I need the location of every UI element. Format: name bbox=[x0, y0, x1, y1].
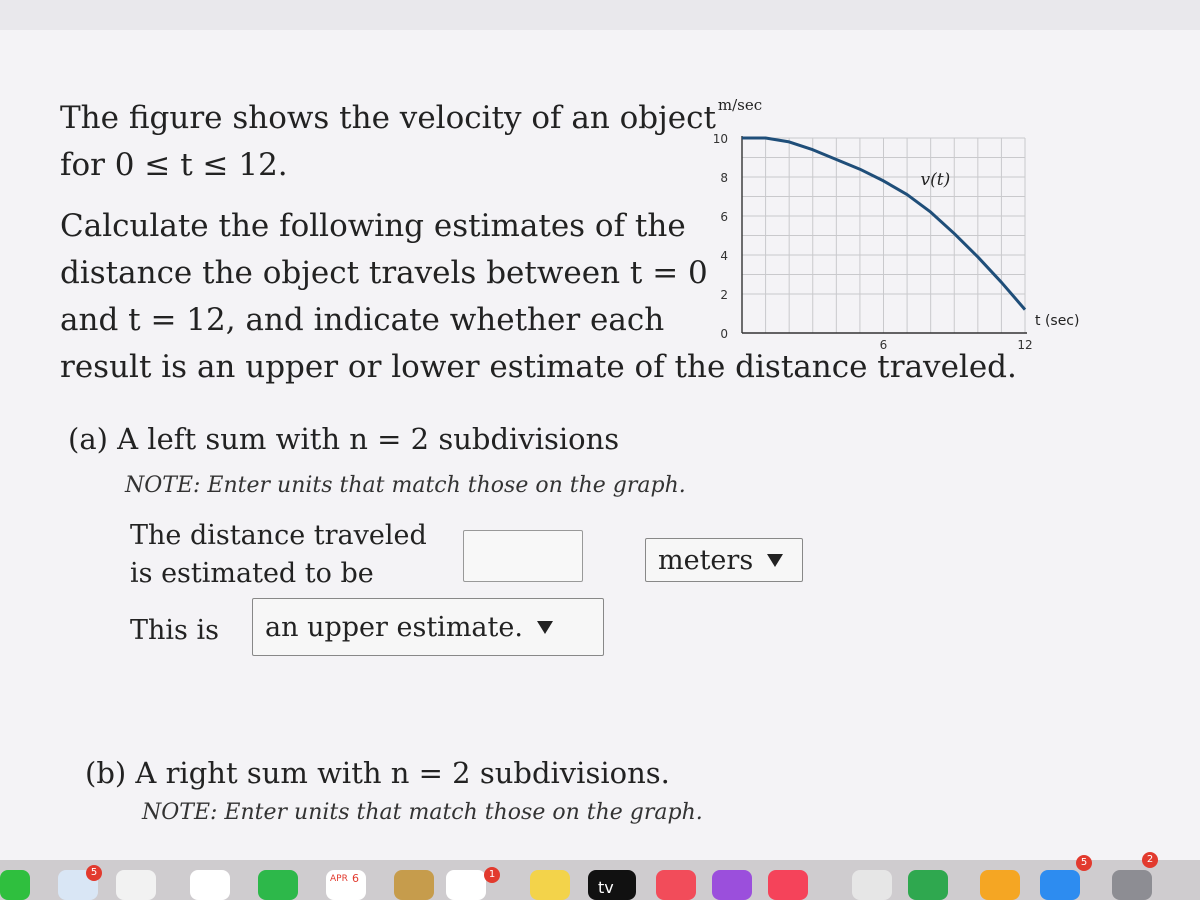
part-a-title: (a) A left sum with n = 2 subdivisions bbox=[68, 422, 620, 456]
question-line-5: and t = 12, and indicate whether each bbox=[60, 302, 665, 338]
reminders-icon[interactable] bbox=[446, 870, 486, 900]
chart-svg bbox=[700, 88, 1120, 358]
dropdown-arrow-icon bbox=[537, 621, 553, 634]
maps-icon[interactable] bbox=[116, 870, 156, 900]
calendar-month: APR bbox=[330, 874, 348, 884]
apple-tv-icon[interactable] bbox=[588, 870, 636, 900]
settings-icon[interactable] bbox=[1112, 870, 1152, 900]
contacts-icon[interactable] bbox=[394, 870, 434, 900]
tv-label: tv bbox=[598, 878, 614, 897]
part-b-title: (b) A right sum with n = 2 subdivisions. bbox=[85, 756, 670, 790]
question-line-4: distance the object travels between t = 0 bbox=[60, 255, 708, 291]
series-label: v(t) bbox=[920, 170, 951, 190]
app-store-icon[interactable] bbox=[1040, 870, 1080, 900]
app-store-badge: 5 bbox=[1076, 855, 1092, 871]
calendar-day: 6 bbox=[352, 872, 359, 885]
messages-icon[interactable] bbox=[0, 870, 30, 900]
keynote-icon[interactable] bbox=[852, 870, 892, 900]
reminders-badge: 1 bbox=[484, 867, 500, 883]
y-tick-label: 10 bbox=[712, 132, 728, 146]
question-line-3: Calculate the following estimates of the bbox=[60, 208, 686, 244]
y-tick-label: 8 bbox=[720, 171, 728, 185]
estimate-prefix: This is bbox=[130, 615, 219, 646]
mail-badge: 5 bbox=[86, 865, 102, 881]
y-tick-label: 2 bbox=[720, 288, 728, 302]
dropdown-arrow-icon bbox=[767, 554, 783, 567]
x-tick-label: 6 bbox=[879, 338, 888, 352]
settings-badge: 2 bbox=[1142, 852, 1158, 868]
distance-input[interactable] bbox=[463, 530, 583, 582]
photos-icon[interactable] bbox=[190, 870, 230, 900]
velocity-chart bbox=[700, 88, 1120, 358]
distance-label-line-1: The distance traveled bbox=[130, 520, 427, 551]
units-select[interactable] bbox=[645, 538, 803, 582]
units-select-value: meters bbox=[658, 544, 754, 576]
music-icon[interactable] bbox=[656, 870, 696, 900]
x-tick-label: 12 bbox=[1017, 338, 1033, 352]
question-line-6: result is an upper or lower estimate of the distance traveled. bbox=[60, 349, 1017, 385]
y-tick-label: 0 bbox=[720, 327, 728, 341]
part-b-note: NOTE: Enter units that match those on the graph. bbox=[142, 800, 703, 825]
pages-icon[interactable] bbox=[980, 870, 1020, 900]
calendar-icon[interactable] bbox=[326, 870, 366, 900]
notes-icon[interactable] bbox=[530, 870, 570, 900]
news-icon[interactable] bbox=[768, 870, 808, 900]
y-tick-label: 4 bbox=[720, 249, 728, 263]
question-line-2: for 0 ≤ t ≤ 12. bbox=[60, 147, 288, 183]
y-axis-label: m/sec bbox=[717, 96, 763, 114]
estimate-select-value: an upper estimate. bbox=[265, 611, 523, 643]
question-line-1: The figure shows the velocity of an object bbox=[60, 100, 716, 136]
numbers-icon[interactable] bbox=[908, 870, 948, 900]
part-a-note: NOTE: Enter units that match those on the graph. bbox=[125, 473, 686, 498]
y-tick-label: 6 bbox=[720, 210, 728, 224]
x-axis-label: t (sec) bbox=[1035, 313, 1080, 329]
estimate-select[interactable] bbox=[252, 598, 604, 656]
podcasts-icon[interactable] bbox=[712, 870, 752, 900]
distance-label-line-2: is estimated to be bbox=[130, 558, 374, 589]
facetime-icon[interactable] bbox=[258, 870, 298, 900]
